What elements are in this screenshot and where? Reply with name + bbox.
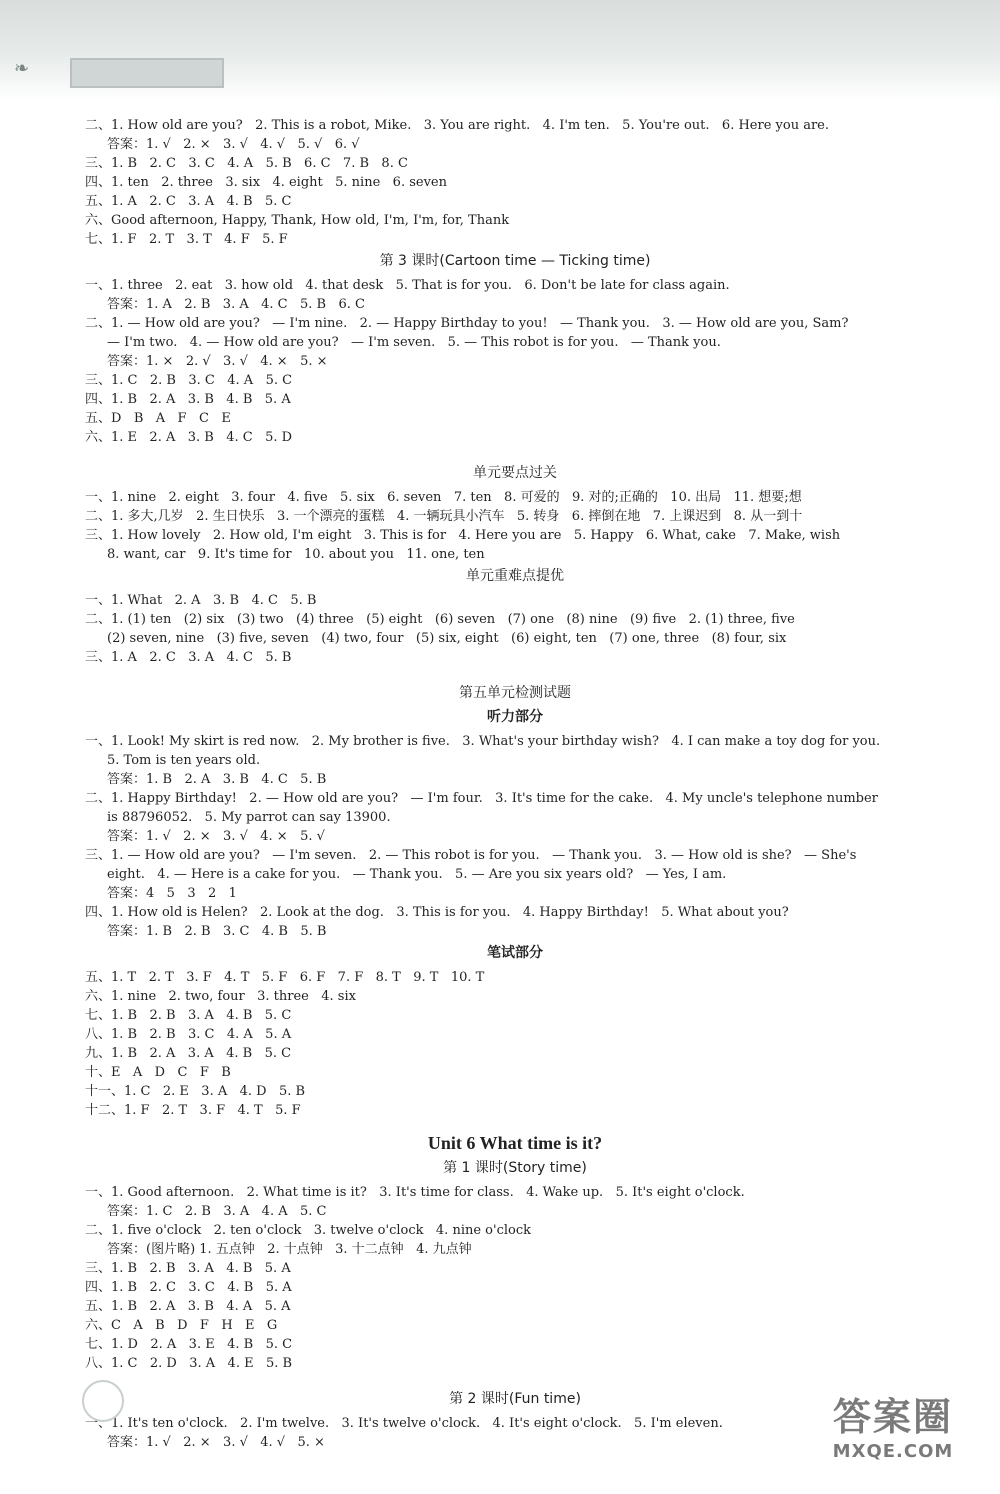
answer-subline: 答案：1. √ 2. × 3. √ 4. √ 5. × — [107, 1435, 325, 1450]
answer-line: 三、1. A 2. C 3. A 4. C 5. B — [85, 650, 292, 665]
answer-line: 四、1. How old is Helen? 2. Look at the dog. 3. This is for you. 4. Happy Birthday! 5. What about you? — [85, 905, 789, 920]
answer-line: 二、1. 多大,几岁 2. 生日快乐 3. 一个漂亮的蛋糕 4. 一辆玩具小汽车 5. 转身 6. 摔倒在地 7. 上课迟到 8. 从一到十 — [85, 509, 803, 524]
answer-subline: 8. want, car 9. It's time for 10. about you 11. one, ten — [107, 547, 485, 562]
answer-line: 三、1. B 2. B 3. A 4. B 5. A — [85, 1261, 291, 1276]
answer-subline: 答案：4 5 3 2 1 — [107, 886, 237, 901]
spacer — [85, 667, 945, 681]
answer-subline: 答案：1. C 2. B 3. A 4. A 5. C — [107, 1204, 327, 1219]
answer-line: 五、1. T 2. T 3. F 4. T 5. F 6. F 7. F 8. T 9. T 10. T — [85, 970, 485, 985]
decorative-leaf-icon: ❧ — [14, 58, 30, 79]
answer-line: 四、1. B 2. C 3. C 4. B 5. A — [85, 1280, 292, 1295]
answer-line: 一、1. What 2. A 3. B 4. C 5. B — [85, 593, 317, 608]
answer-subline: 答案：1. A 2. B 3. A 4. C 5. B 6. C — [107, 297, 365, 312]
answer-line: 一、1. It's ten o'clock. 2. I'm twelve. 3. It's twelve o'clock. 4. It's eight o'clock. 5. I'm eleven. — [85, 1416, 723, 1431]
answer-line: 七、1. D 2. A 3. E 4. B 5. C — [85, 1337, 293, 1352]
answer-line: 三、1. B 2. C 3. C 4. A 5. B 6. C 7. B 8. C — [85, 156, 408, 171]
answer-line: 四、1. ten 2. three 3. six 4. eight 5. nine 6. seven — [85, 175, 447, 190]
section-heading: 第五单元检测试题 — [459, 685, 571, 701]
page-number-badge — [82, 1380, 124, 1422]
answer-subline: (2) seven, nine (3) five, seven (4) two, four (5) six, eight (6) eight, ten (7) one, three (8) four, six — [107, 631, 787, 646]
answer-subline: 答案：1. B 2. A 3. B 4. C 5. B — [107, 772, 327, 787]
answer-line: 二、1. How old are you? 2. This is a robot, Mike. 3. You are right. 4. I'm ten. 5. You're out. 6. Here you are. — [85, 118, 830, 133]
answer-line: 五、1. B 2. A 3. B 4. A 5. A — [85, 1299, 291, 1314]
section-heading: 第 3 课时(Cartoon time — Ticking time) — [379, 253, 651, 269]
answer-subline: 5. Tom is ten years old. — [107, 753, 261, 768]
answer-line: 三、1. C 2. B 3. C 4. A 5. C — [85, 373, 293, 388]
section-heading: 第 2 课时(Fun time) — [449, 1391, 581, 1407]
answer-subline: eight. 4. — Here is a cake for you. — Thank you. 5. — Are you six years old? — Yes, I am. — [107, 867, 727, 882]
answer-line: 二、1. (1) ten (2) six (3) two (4) three (5) eight (6) seven (7) one (8) nine (9) five 2. (1) three, five — [85, 612, 795, 627]
answer-line: 七、1. F 2. T 3. T 4. F 5. F — [85, 232, 288, 247]
answer-subline: 答案：1. B 2. B 3. C 4. B 5. B — [107, 924, 327, 939]
answer-line: 十一、1. C 2. E 3. A 4. D 5. B — [85, 1084, 306, 1099]
watermark-url: MXQE.COM — [832, 1441, 954, 1462]
answer-line: 七、1. B 2. B 3. A 4. B 5. C — [85, 1008, 292, 1023]
header-label-box — [70, 58, 224, 88]
answer-subline: is 88796052. 5. My parrot can say 13900. — [107, 810, 391, 825]
answer-line: 一、1. three 2. eat 3. how old 4. that desk 5. That is for you. 6. Don't be late for class again. — [85, 278, 730, 293]
answer-subline: 答案：(图片略) 1. 五点钟 2. 十点钟 3. 十二点钟 4. 九点钟 — [107, 1242, 472, 1257]
section-heading: 第 1 课时(Story time) — [443, 1160, 587, 1176]
answer-line: 四、1. B 2. A 3. B 4. B 5. A — [85, 392, 291, 407]
answer-line: 二、1. Happy Birthday! 2. — How old are you? — I'm four. 3. It's time for the cake. 4. My uncle's telephone number — [85, 791, 878, 806]
answer-line: 五、D B A F C E — [85, 411, 231, 426]
answer-line: 六、1. E 2. A 3. B 4. C 5. D — [85, 430, 293, 445]
answer-line: 三、1. How lovely 2. How old, I'm eight 3. This is for 4. Here you are 5. Happy 6. What, cake 7. Make, wish — [85, 528, 841, 543]
answer-content — [85, 116, 945, 1452]
answer-line: 八、1. B 2. B 3. C 4. A 5. A — [85, 1027, 292, 1042]
answer-line: 五、1. A 2. C 3. A 4. B 5. C — [85, 194, 292, 209]
answer-line: 十二、1. F 2. T 3. F 4. T 5. F — [85, 1103, 301, 1118]
answer-subline: 答案：1. × 2. √ 3. √ 4. × 5. × — [107, 354, 328, 369]
answer-subline: — I'm two. 4. — How old are you? — I'm seven. 5. — This robot is for you. — Thank you. — [107, 335, 721, 350]
answer-line: 十、E A D C F B — [85, 1065, 231, 1080]
answer-line: 一、1. Look! My skirt is red now. 2. My brother is five. 3. What's your birthday wish? 4. I can make a toy dog for you. — [85, 734, 881, 749]
part-heading: 笔试部分 — [487, 945, 543, 961]
answer-line: 六、1. nine 2. two, four 3. three 4. six — [85, 989, 356, 1004]
answer-line: 一、1. nine 2. eight 3. four 4. five 5. six 6. seven 7. ten 8. 可爱的 9. 对的;正确的 10. 出局 11. 想要;想 — [85, 490, 802, 505]
site-watermark — [808, 1386, 978, 1476]
spacer — [85, 447, 945, 461]
section-heading: 单元重难点提优 — [466, 568, 564, 584]
answer-line: 六、Good afternoon, Happy, Thank, How old, I'm, I'm, for, Thank — [85, 213, 510, 228]
answer-line: 三、1. — How old are you? — I'm seven. 2. — This robot is for you. — Thank you. 3. — How old is she? — She's — [85, 848, 857, 863]
watermark-logo-text: 答案圈 — [832, 1395, 953, 1439]
section-heading: 单元要点过关 — [473, 465, 557, 481]
unit-title: Unit 6 What time is it? — [427, 1133, 603, 1153]
answer-subline: 答案：1. √ 2. × 3. √ 4. √ 5. √ 6. √ — [107, 137, 360, 152]
part-heading: 听力部分 — [487, 709, 543, 725]
spacer — [85, 1373, 945, 1387]
answer-line: 九、1. B 2. A 3. A 4. B 5. C — [85, 1046, 292, 1061]
answer-subline: 答案：1. √ 2. × 3. √ 4. × 5. √ — [107, 829, 325, 844]
answer-line: 八、1. C 2. D 3. A 4. E 5. B — [85, 1356, 293, 1371]
answer-line: 一、1. Good afternoon. 2. What time is it? 3. It's time for class. 4. Wake up. 5. It's eight o'clock. — [85, 1185, 745, 1200]
answer-line: 二、1. five o'clock 2. ten o'clock 3. twelve o'clock 4. nine o'clock — [85, 1223, 531, 1238]
answer-line: 二、1. — How old are you? — I'm nine. 2. — Happy Birthday to you! — Thank you. 3. — How old are you, Sam? — [85, 316, 849, 331]
answer-line: 六、C A B D F H E G — [85, 1318, 278, 1333]
